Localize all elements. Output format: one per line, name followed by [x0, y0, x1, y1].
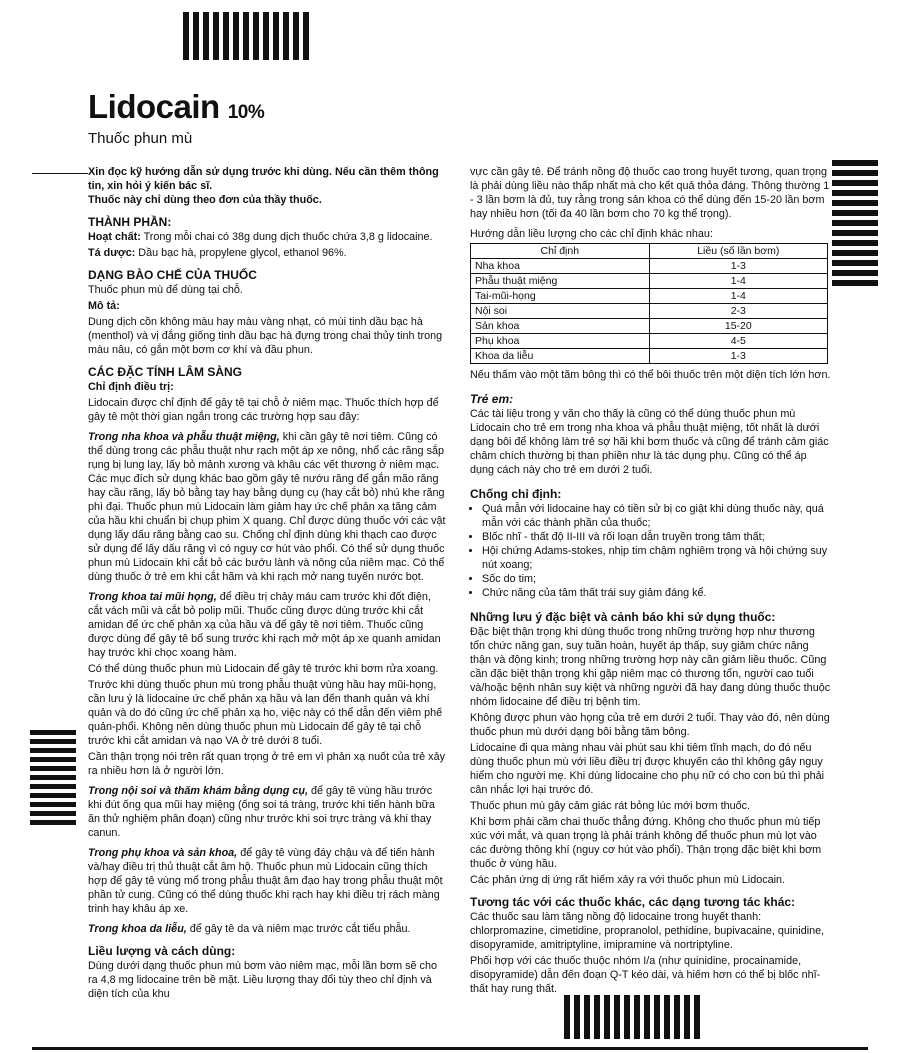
left-barcode	[30, 730, 76, 830]
warnings-text-1: Đặc biệt thận trọng khi dùng thuốc trong những trường hợp như thương tổn chức năng gan, suy tuần hoàn, huyết áp thấp, suy giảm chức năng thận và động kinh; trong những trường hợp này cần giảm liều thuốc. Cũng cần đặc biệt thận trọng khi gặp niêm mạc có thương tổn, người cao tuổi và/hoặc bệnh nhân suy kiệt và những người đã hay đang dùng thuốc thuộc nhóm lidocaine để điều trị bệnh tim.	[470, 626, 831, 708]
clinical-heading: CÁC ĐẶC TÍNH LÂM SÀNG	[88, 365, 242, 379]
ent-paragraph-4: Cần thận trọng nói trên rất quan trọng ở trẻ em vì phản xạ nuốt của trẻ xảy ra nhiều hơn là ở người lớn.	[88, 751, 445, 777]
table-header-indication: Chỉ định	[471, 244, 650, 259]
table-header-row	[471, 244, 828, 259]
description-heading: Mô tả:	[88, 300, 120, 312]
interactions-text-2: Phối hợp với các thuốc thuộc nhóm I/a (như quinidine, procainamide, disopyramide) dẫn đến đoạn Q-T kéo dài, và hiếm hơn có thể bị blốc nhĩ-thất hay rung thất.	[470, 955, 821, 995]
table-cell: 15-20	[649, 319, 827, 334]
top-rule	[32, 173, 88, 174]
dermatology-paragraph: Trong khoa da liễu, để gây tê da và niêm mạc trước cắt tiểu phẫu.	[88, 923, 411, 935]
table-row	[471, 304, 828, 319]
description-text: Dung dịch cồn không màu hay màu vàng nhạt, có mùi tinh dầu bạc hà (menthol) và vị đắng giống tinh dầu bạc hà đựng trong chai thủy tinh trong màu nâu, có gắn một bơm cơ khí và đầu phun.	[88, 316, 443, 356]
bottom-barcode	[564, 995, 704, 1039]
contraindications-list	[470, 502, 832, 600]
table-cell: Sản khoa	[471, 319, 650, 334]
table-cell: 4-5	[649, 334, 827, 349]
table-row	[471, 274, 828, 289]
table-cell: 2-3	[649, 304, 827, 319]
excipients: Tá dược: Dầu bạc hà, propylene glycol, ethanol 96%.	[88, 247, 347, 259]
intro-line-2: Thuốc này chỉ dùng theo đơn của thầy thuốc.	[88, 194, 322, 206]
ent-paragraph-3: Trước khi dùng thuốc phun mù trong phẫu thuật vùng hầu hay mũi-họng, cần lưu ý là lidocaine ức chế phản xạ hầu và lan đến thanh quản và khí quản và do đó cũng ức chế phản xạ ho, việc này có thể dẫn đến viêm phế quản-phổi. Không nên dùng thuốc phun mù Lidocain để gây tê tại chỗ trước khi cắt amidan và nạo VA ở trẻ dưới 8 tuổi.	[88, 679, 443, 747]
product-name: Lidocain	[88, 88, 220, 125]
product-subtitle: Thuốc phun mù	[88, 130, 193, 147]
bottom-rule	[32, 1047, 868, 1050]
table-cell: 1-3	[649, 259, 827, 274]
table-note: Nếu thấm vào một tăm bông thì có thể bôi thuốc trên một diện tích lớn hơn.	[470, 369, 831, 381]
table-header-dose: Liều (số lần bơm)	[649, 244, 827, 259]
right-barcode	[832, 160, 878, 290]
table-row	[471, 349, 828, 364]
list-item: • Quá mẫn với lidocaine hay có tiền sử bị co giật khi dùng thuốc này, quá mẫn với các thành phần của thuốc;	[482, 502, 832, 530]
product-strength: 10%	[227, 102, 265, 123]
table-cell: Phụ khoa	[471, 334, 650, 349]
dosage-heading: Liều lượng và cách dùng:	[88, 944, 236, 958]
table-cell: Phẫu thuật miệng	[471, 274, 650, 289]
dosage-form-text: Thuốc phun mù để dùng tại chỗ.	[88, 284, 243, 296]
warnings-text-4: Thuốc phun mù gây cảm giác rát bỏng lúc mới bơm thuốc.	[470, 800, 751, 812]
interactions-text-1: Các thuốc sau làm tăng nồng độ lidocaine trong huyết thanh: chlorpromazine, cimetidine, propranolol, pethidine, bupivacaine, quinidine, disopyramide, amitriptyline, imipramine và nortriptyline.	[470, 911, 825, 951]
indication-heading: Chỉ định điều trị:	[88, 381, 174, 393]
gynecology-paragraph: Trong phụ khoa và sản khoa, để gây tê vùng đáy chậu và để tiến hành và/hay điều trị thủ thuật cắt âm hộ. Thuốc phun mù Lidocain cũng thích hợp để gây tê vùng mổ trong phẫu thuật âm đạo hay trong phẫu thuật một phần tử cung. Cũng có thể dùng thuốc khi rạch hay khi điều trị rách màng trinh hay khâu áp xe.	[88, 847, 443, 915]
left-column	[88, 165, 448, 1003]
table-row	[471, 259, 828, 274]
composition-heading: THÀNH PHẦN:	[88, 215, 172, 229]
dosage-text: Dùng dưới dạng thuốc phun mù bơm vào niêm mạc, mỗi lần bơm sẽ cho ra 4,8 mg lidocaine trên bề mặt. Liều lượng thay đổi tùy theo chỉ định và diện tích của khu	[88, 960, 437, 1000]
product-title	[88, 88, 264, 126]
list-item: • Blốc nhĩ - thất độ II-III và rối loạn dẫn truyền trong tâm thất;	[482, 530, 832, 544]
list-item: • Chức năng của tâm thất trái suy giảm đáng kể.	[482, 586, 832, 600]
dental-paragraph: Trong nha khoa và phẫu thuật miệng, khi cần gây tê nơi tiêm. Cũng có thể dùng trong các phẫu thuật như rạch một áp xe nông, nhổ các răng sắp rụng bị lung lay, lấy bỏ mảnh xương và khâu các vết thương ở niêm mạc. Các mục đích sử dụng khác bao gồm gây tê nướu răng để gắn mão răng hay cầu răng, lấy bỏ bằng tay hay bằng dụng cụ (hay cắt bỏ) nhú khe răng phì đại. Thuốc phun mù Lidocain làm giảm hay ức chế phản xạ tăng cảm của hầu khi chuẩn bị chụp phim X quang. Chỉ được dùng thuốc với các vật dụng lấy dấu răng bằng cao su. Chống chỉ định dùng khi thạch cao được sử dụng để lấy dấu răng vì có nguy cơ hút vào phổi. Có thể sử dụng thuốc phun mù Lidocain khi cắt bỏ các bướu lành và nông của niêm mạc. Có thể dùng thuốc ở trẻ em khi cắt hãm và khi rạch mở nang tuyến nước bọt.	[88, 431, 446, 583]
list-item: • Sốc do tim;	[482, 572, 832, 586]
table-cell: Nội soi	[471, 304, 650, 319]
warnings-text-3: Lidocaine đi qua màng nhau vài phút sau khi tiêm tĩnh mạch, do đó nếu dùng thuốc phun mù với liều điều trị được khuyến cáo thì không gây nguy hiểm cho người mẹ. Khi dùng lidocaine cho phụ nữ có cho con bú thì phải cân nhắc lợi hại trước đó.	[470, 742, 825, 796]
table-caption: Hướng dẫn liều lượng cho các chỉ định khác nhau:	[470, 228, 713, 240]
dosage-continued: vực cần gây tê. Để tránh nồng độ thuốc cao trong huyết tương, quan trọng là phải dùng liều nào thấp nhất mà cho kết quả thỏa đáng. Thông thường 1 - 3 lần bơm là đủ, tuy rằng trong sản khoa có thể dùng đến 15-20 lần bơm hay nhiều hơn (tối đa 40 lần bơm cho 70 kg thể trọng).	[470, 166, 830, 220]
contraindications-heading: Chống chỉ định:	[470, 487, 562, 501]
top-barcode	[183, 12, 333, 60]
table-cell: Nha khoa	[471, 259, 650, 274]
table-cell: Khoa da liễu	[471, 349, 650, 364]
active-ingredient: Hoạt chất: Trong mỗi chai có 38g dung dịch thuốc chứa 3,8 g lidocaine.	[88, 231, 433, 243]
table-row	[471, 289, 828, 304]
table-cell: 1-4	[649, 289, 827, 304]
warnings-heading: Những lưu ý đặc biệt và cảnh báo khi sử dụng thuốc:	[470, 610, 776, 624]
children-text: Các tài liệu trong y văn cho thấy là cũng có thể dùng thuốc phun mù Lidocain cho trẻ em trong nha khoa và phẫu thuật miệng, tốt nhất là dưới dạng bôi để không làm trẻ sợ hãi khi bơm thuốc và cũng để tránh cảm giác châm chích thường bị than phiền như là tác dụng phụ. Cũng có thể áp dụng cách này cho trẻ em dưới 2 tuổi.	[470, 408, 829, 476]
table-cell: 1-4	[649, 274, 827, 289]
dosage-form-heading: DẠNG BÀO CHẾ CỦA THUỐC	[88, 268, 257, 282]
right-column	[470, 165, 832, 998]
warnings-text-5: Khi bơm phải cầm chai thuốc thẳng đứng. Không cho thuốc phun mù tiếp xúc với mắt, và quan trọng là phải tránh không để thuốc phun mù lọt vào các đường thông khí (nguy cơ hút vào phổi). Thận trọng đặc biệt khi bơm thuốc ở vùng hầu.	[470, 816, 822, 870]
list-item: • Hội chứng Adams-stokes, nhịp tim chậm nghiêm trọng và hội chứng suy nút xoang;	[482, 544, 832, 572]
indication-text: Lidocain được chỉ định để gây tê tại chỗ ở niêm mạc. Thuốc thích hợp để gây tê một thời gian ngắn trong các trường hợp sau đây:	[88, 397, 439, 423]
interactions-heading: Tương tác với các thuốc khác, các dạng tương tác khác:	[470, 895, 796, 909]
table-row	[471, 334, 828, 349]
table-cell: Tai-mũi-họng	[471, 289, 650, 304]
ent-paragraph-2: Có thể dùng thuốc phun mù Lidocain để gây tê trước khi bơm rửa xoang.	[88, 663, 439, 675]
children-heading: Trẻ em:	[470, 392, 514, 406]
table-cell: 1-3	[649, 349, 827, 364]
intro-text	[88, 165, 448, 207]
warnings-text-2: Không được phun vào họng của trẻ em dưới 2 tuổi. Thay vào đó, nên dùng thuốc phun mù dưới dạng bôi bằng tăm bông.	[470, 712, 830, 738]
table-row	[471, 319, 828, 334]
dosage-table	[470, 243, 828, 364]
endoscopy-paragraph: Trong nội soi và thăm khám bằng dụng cụ, để gây tê vùng hầu trước khi đút ống qua mũi hay miệng (ống soi tá tràng, trước khi tiến hành bữa ăn thử nghiệm phân đoạn) cũng như trước khi soi trực tràng và khi thay canun.	[88, 785, 435, 839]
intro-line-1: Xin đọc kỹ hướng dẫn sử dụng trước khi dùng. Nếu cần thêm thông tin, xin hỏi ý kiến bác sĩ.	[88, 166, 439, 192]
ent-paragraph: Trong khoa tai mũi họng, để điều trị chảy máu cam trước khi đốt điện, cắt vách mũi và cắt bỏ polip mũi. Thuốc cũng được dùng trước khi cắt amidan để ức chế phản xạ của hầu và để gây tê nơi tiêm. Thuốc cũng được dùng để gây tê bổ sung trước khi rạch mở một áp xe quanh amidan hay trước khi chọc xoang hàm.	[88, 591, 441, 659]
warnings-text-6: Các phản ứng dị ứng rất hiếm xảy ra với thuốc phun mù Lidocain.	[470, 874, 786, 886]
